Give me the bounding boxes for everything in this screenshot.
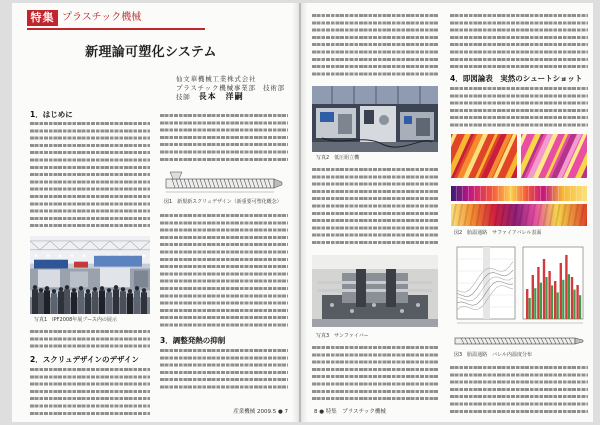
body-text bbox=[450, 364, 588, 415]
booth-panel bbox=[38, 270, 60, 288]
booth-banner bbox=[94, 256, 142, 267]
author-name: 長本 洋嗣 bbox=[198, 92, 244, 101]
bolt bbox=[400, 309, 404, 313]
page-gutter-shadow bbox=[292, 3, 308, 422]
caption-photo-1: 写真1 IPF2008年展ブース内の展示 bbox=[34, 317, 117, 323]
header-rule bbox=[27, 28, 205, 30]
visitor bbox=[93, 287, 97, 291]
bar-red bbox=[571, 277, 573, 319]
photo-exhibition-hall bbox=[30, 236, 150, 314]
heatmap-band-upper bbox=[451, 186, 587, 201]
body-text bbox=[30, 328, 150, 350]
visitor bbox=[135, 286, 139, 290]
visitor bbox=[38, 292, 44, 314]
bar-green bbox=[579, 295, 581, 319]
bar-red bbox=[565, 255, 567, 319]
clamp bbox=[356, 269, 366, 307]
bar-red bbox=[548, 271, 550, 319]
visitor bbox=[120, 291, 126, 314]
visitor bbox=[127, 293, 133, 314]
clamp bbox=[386, 269, 396, 307]
visitor bbox=[85, 293, 91, 314]
visitor bbox=[92, 291, 98, 314]
visitor bbox=[113, 289, 119, 314]
figure-screw-design bbox=[162, 170, 286, 196]
workshop-window bbox=[312, 86, 438, 104]
visitor bbox=[33, 285, 37, 289]
control-panel bbox=[404, 116, 412, 124]
footer-left: 産業機械 2009.5 ● 7 bbox=[233, 409, 288, 415]
ceiling-light bbox=[59, 254, 62, 257]
heading-section-2: 2．スクリュデザインのデザイン bbox=[30, 355, 139, 364]
body-text bbox=[312, 344, 438, 402]
caption-photo-3: 写真3 サンファイバー bbox=[316, 333, 369, 339]
visitor bbox=[65, 285, 69, 289]
body-text bbox=[160, 212, 288, 329]
visitor bbox=[86, 289, 90, 293]
bar-green bbox=[557, 292, 559, 319]
visitor bbox=[32, 289, 38, 314]
ceiling-light bbox=[83, 254, 86, 257]
visitor bbox=[44, 290, 50, 314]
body-text bbox=[450, 85, 588, 129]
machine-block bbox=[342, 273, 408, 303]
machine-part bbox=[338, 114, 352, 134]
bar-red bbox=[560, 263, 562, 319]
body-text bbox=[160, 347, 288, 391]
visitor bbox=[39, 288, 43, 292]
bolt bbox=[350, 309, 354, 313]
body-text bbox=[450, 12, 588, 70]
visitor bbox=[142, 288, 146, 292]
machine-part bbox=[379, 115, 389, 125]
guide-rod bbox=[318, 281, 432, 284]
photo-flow-pattern-left bbox=[451, 134, 517, 178]
article-title: 新理論可塑化システム bbox=[85, 45, 217, 60]
visitor bbox=[114, 285, 118, 289]
bar-red bbox=[537, 267, 539, 319]
bar-green bbox=[568, 274, 570, 319]
caption-figure-2: 図2 胎温通路 サファイアバレル表面 bbox=[454, 230, 542, 236]
visitor bbox=[52, 289, 56, 293]
bar-green bbox=[573, 290, 575, 319]
feature-tag: 特集 bbox=[27, 10, 58, 26]
bar-green bbox=[540, 283, 542, 319]
visitor bbox=[106, 292, 112, 314]
heading-section-4: 4．即図論表 実然のシュートショット bbox=[450, 74, 583, 83]
body-text bbox=[30, 366, 150, 417]
author-company: 仙文華機械工業株式会社 bbox=[176, 75, 257, 83]
visitor bbox=[107, 288, 111, 292]
ceiling-light bbox=[35, 254, 38, 257]
control-panel bbox=[320, 112, 334, 122]
visitor bbox=[72, 288, 76, 292]
bolt bbox=[372, 303, 376, 307]
visitor bbox=[78, 290, 84, 314]
bar-green bbox=[545, 277, 547, 319]
bar-red bbox=[576, 285, 578, 319]
right-page bbox=[301, 3, 593, 422]
visitor bbox=[121, 287, 125, 291]
screw-profile-diagram bbox=[451, 334, 587, 348]
caption-photo-2: 写真2 低圧組立機 bbox=[316, 155, 360, 161]
visitor bbox=[58, 291, 64, 314]
photo-assembly-machine bbox=[312, 86, 438, 152]
temperature-distribution-chart bbox=[451, 243, 587, 331]
booth-panel bbox=[100, 268, 130, 288]
screw-barrel bbox=[455, 338, 575, 344]
hopper bbox=[170, 172, 182, 179]
machine-part bbox=[416, 118, 430, 136]
bar-green bbox=[534, 288, 536, 319]
workshop-floor bbox=[312, 142, 438, 152]
bar-red bbox=[543, 259, 545, 319]
visitor bbox=[59, 287, 63, 291]
bolt bbox=[330, 303, 334, 307]
footer-right: 8 ● 特集 プラスチック機械 bbox=[314, 409, 386, 415]
photo-machine-closeup bbox=[312, 255, 438, 327]
body-text bbox=[312, 166, 438, 246]
visitor bbox=[45, 286, 49, 290]
author-department: プラスチック機械事業部 技術部 bbox=[176, 84, 285, 92]
booth-banner bbox=[74, 262, 88, 268]
visitor bbox=[51, 293, 57, 314]
bar-green bbox=[529, 298, 531, 319]
body-text bbox=[312, 12, 438, 78]
screw-tip bbox=[274, 179, 282, 188]
section-label: プラスチック機械 bbox=[62, 12, 142, 23]
bar-red bbox=[532, 275, 534, 319]
ceiling-light bbox=[71, 254, 74, 257]
bar-green bbox=[551, 285, 553, 319]
booth-banner bbox=[34, 260, 68, 269]
barrel-surface-heatmap bbox=[451, 186, 587, 226]
bar-red bbox=[554, 281, 556, 319]
visitor bbox=[79, 286, 83, 290]
screw-tip bbox=[575, 338, 583, 344]
screw-barrel bbox=[166, 179, 274, 188]
bar-red bbox=[526, 289, 528, 319]
visitor bbox=[134, 290, 140, 314]
guide-rod bbox=[318, 289, 432, 292]
visitor bbox=[64, 289, 70, 314]
heading-section-3: 3．調整発熱の抑制 bbox=[160, 336, 226, 345]
visitor bbox=[100, 286, 104, 290]
visitor bbox=[99, 290, 105, 314]
author-line bbox=[176, 93, 244, 101]
body-text bbox=[30, 120, 150, 230]
left-page bbox=[12, 3, 299, 422]
heatmap-band-lower bbox=[451, 204, 587, 226]
caption-figure-3: 図3 胎温通路 バレル内温度分布 bbox=[454, 352, 533, 358]
bar-green bbox=[562, 280, 564, 319]
heading-section-1: 1．はじめに bbox=[30, 110, 73, 119]
visitor bbox=[128, 289, 132, 293]
closeup-floor bbox=[312, 319, 438, 327]
visitor bbox=[71, 292, 77, 314]
ceiling-light bbox=[47, 254, 50, 257]
photo-flow-pattern-right bbox=[521, 134, 587, 178]
booth-panel bbox=[134, 271, 148, 288]
caption-figure-1: 図1 新規新スクリュデザイン（新重要可塑化概念） bbox=[164, 199, 282, 205]
ceiling-light bbox=[143, 254, 146, 257]
body-text bbox=[160, 112, 288, 163]
closeup-background bbox=[312, 255, 438, 269]
booth-panel bbox=[70, 272, 88, 288]
machine-part bbox=[364, 110, 374, 124]
bolt bbox=[416, 303, 420, 307]
visitor bbox=[141, 292, 147, 314]
author-position: 技師 bbox=[176, 93, 191, 101]
